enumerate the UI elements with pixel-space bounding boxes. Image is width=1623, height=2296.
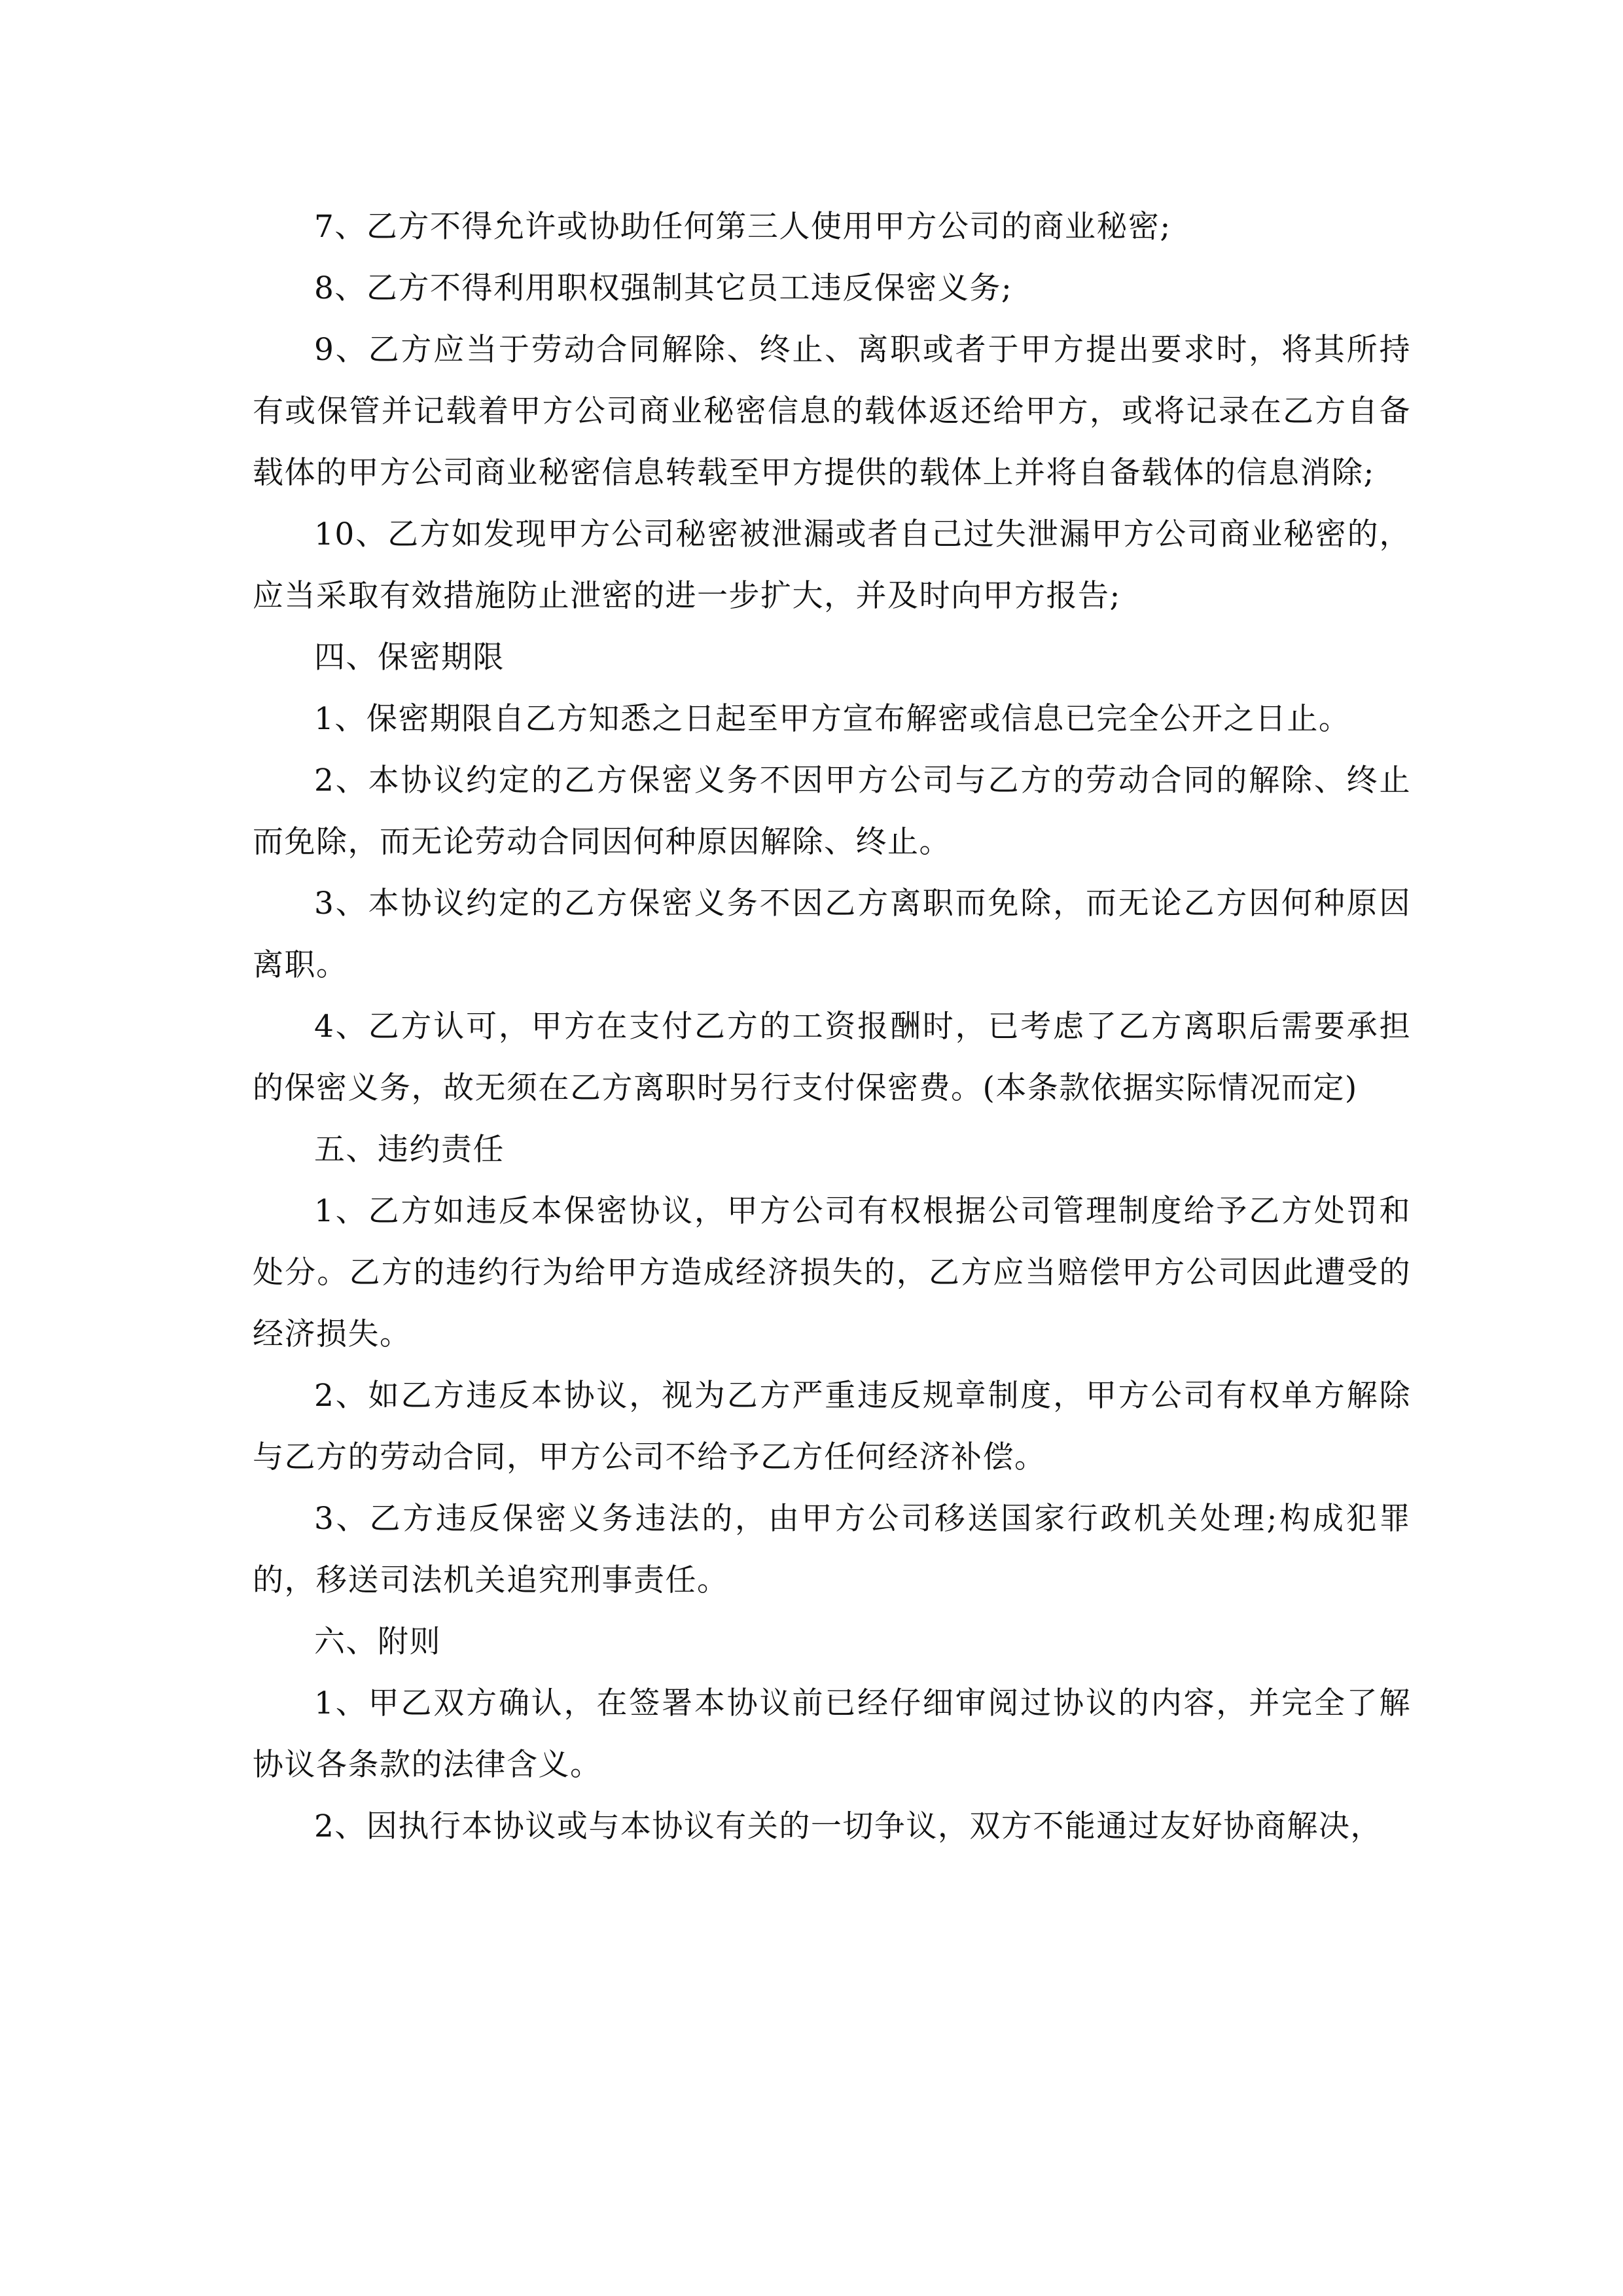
clause-10: 10、乙方如发现甲方公司秘密被泄漏或者自己过失泄漏甲方公司商业秘密的，应当采取有效措施防止泄密的进一步扩大，并及时向甲方报告; (253, 516, 1411, 614)
liability-clause-2: 2、如乙方违反本协议，视为乙方严重违反规章制度，甲方公司有权单方解除与乙方的劳动合同，甲方公司不给予乙方任何经济补偿。 (253, 1378, 1411, 1475)
period-clause-2: 2、本协议约定的乙方保密义务不因甲方公司与乙方的劳动合同的解除、终止而免除，而无论劳动合同因何种原因解除、终止。 (253, 762, 1411, 860)
section-heading-confidentiality-period: 四、保密期限 (314, 639, 505, 675)
period-clause-3: 3、本协议约定的乙方保密义务不因乙方离职而免除，而无论乙方因何种原因离职。 (253, 886, 1411, 983)
liability-clause-1: 1、乙方如违反本保密协议，甲方公司有权根据公司管理制度给予乙方处罚和处分。乙方的违约行为给甲方造成经济损失的，乙方应当赔偿甲方公司因此遭受的经济损失。 (253, 1193, 1411, 1352)
clause-9: 9、乙方应当于劳动合同解除、终止、离职或者于甲方提出要求时，将其所持有或保管并记载着甲方公司商业秘密信息的载体返还给甲方，或将记录在乙方自备载体的甲方公司商业秘密信息转载至甲方提供的载体上并将自备载体的信息消除; (253, 332, 1411, 491)
period-clause-4: 4、乙方认可，甲方在支付乙方的工资报酬时，已考虑了乙方离职后需要承担的保密义务，故无须在乙方离职时另行支付保密费。(本条款依据实际情况而定) (253, 1009, 1411, 1106)
supplementary-clause-2: 2、因执行本协议或与本协议有关的一切争议，双方不能通过友好协商解决， (314, 1808, 1382, 1844)
clause-8: 8、乙方不得利用职权强制其它员工违反保密义务; (314, 270, 1013, 306)
document-body (253, 196, 1411, 1857)
supplementary-clause-1: 1、甲乙双方确认，在签署本协议前已经仔细审阅过协议的内容，并完全了解协议各条款的法律含义。 (253, 1685, 1411, 1783)
section-heading-supplementary: 六、附则 (314, 1624, 441, 1660)
period-clause-1: 1、保密期限自乙方知悉之日起至甲方宣布解密或信息已完全公开之日止。 (314, 701, 1351, 737)
liability-clause-3: 3、乙方违反保密义务违法的，由甲方公司移送国家行政机关处理;构成犯罪的，移送司法机关追究刑事责任。 (253, 1501, 1411, 1598)
clause-7: 7、乙方不得允许或协助任何第三人使用甲方公司的商业秘密; (314, 209, 1171, 245)
section-heading-liability: 五、违约责任 (314, 1132, 505, 1168)
